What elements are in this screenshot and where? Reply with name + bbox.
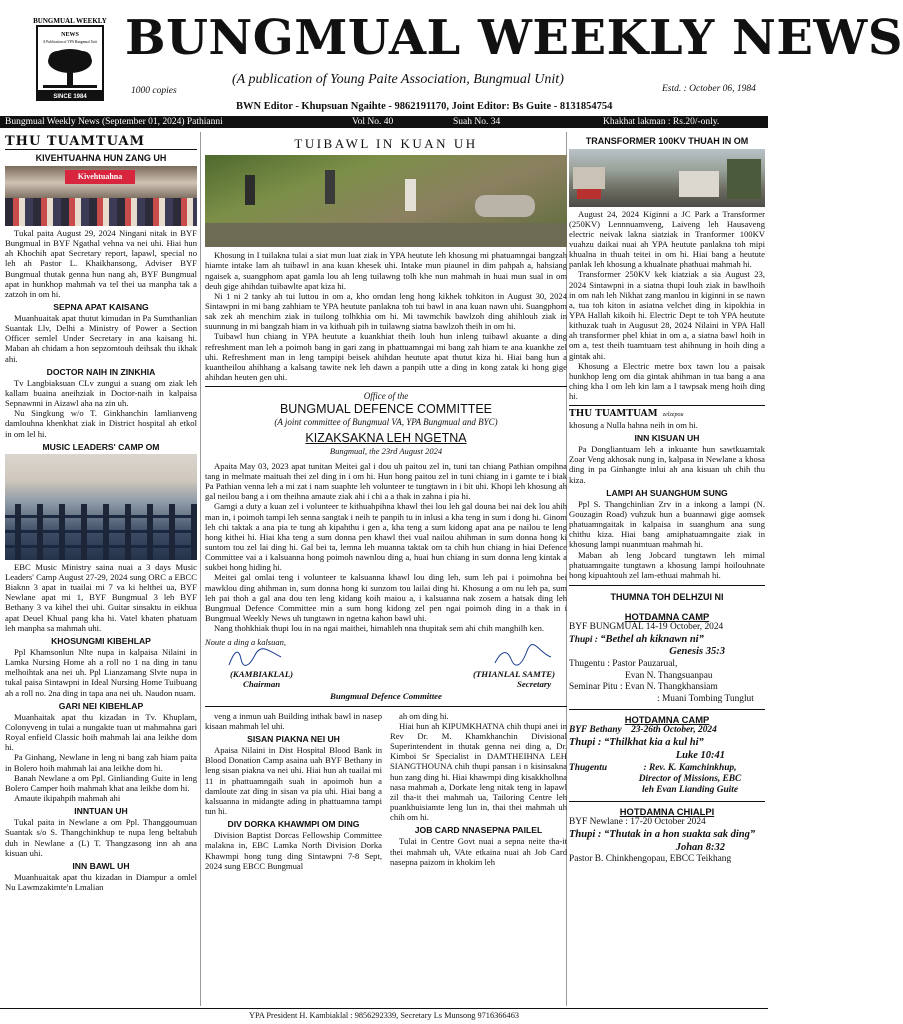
copies-count: 1000 copies [131,86,177,96]
event-thupi: Thupi : “Thilkhat kia a kul hi” [569,736,704,748]
event-speaker: Seminar Pitu : Evan N. Thangkhansiam [569,682,718,693]
notice-text: Apaita May 03, 2023 apat tunitan Meitei gal i dou uh paitou zel in, tuni tan chiang Pathian ompihna tang in melmate maituah thei zel ding in i om hi. Hun hong paitou zel in tuni chiang in i gamte te i biak Pa Pathian venna leh a mi zat i nam suaphte leh volunteer te tungtawn in i bit uhi. Khopi leh khosung ah gal neilou bang a i om theihna amaute ziak ahi i chi a a thak in zahna i pia hi. [205,460,567,502]
event-speakers [569,763,765,797]
event-title: HOTDAMNA CAMP [624,610,710,622]
notice-text: Gamgi a duty a kuan zel i volunteer te kithuahpihna khawl thei lou leh gal douna bei nai dek lou ahih man in, i poimoh tampi leh senna sangtak i neih te panpih tu in inlusi a kha teng in sum i dong hi. Ginom leh chi taktak a ana pia te tung ah kipahthu i gen a, kha teng a sum kidong apat ana pe nailou te leng hong kithei hi. Hiai kha teng a sum donna pen khawl thei vual nailou ahihman in sum donna hong ki suntom tou zel lai ding hi. Gal bei ta, lemna leh muanna taktak om ta chih hun chiang in hiai Defence Committee vai a i kalsuanna hong poimoh nawnlou ding a, huai hun chiang in sum donna leng kintak a sukbei hong hiding hi. [205,501,567,573]
article-heading: DOCTOR NAIH IN ZINKHIA [46,366,156,377]
photo-banner: Kivehtuahna [65,170,135,184]
bottom-news-left [205,711,382,871]
article-text: Ppl S. Thangchinlian Zrv in a inkong a lampi (N. Gouzagin Road) vuhzuk hun a buannawi gige aomsek phatuamngaitak in kalpaisa in suanghum ana sung chithu kiza. Hiai bang amiphatuamngaite ziak in khosung lampi nuanmtuan mahmah hi. [569,498,765,550]
transformer-photo [569,149,765,207]
article-text: Pa Dongliantuam leh a inkuante hun sawtkuamtak Zoar Veng akhosak nung in, kalpasa in Newlane a khosa ding in pa Ginhangte inlui ah ana kisuan uh chih thu kiza. [569,444,765,485]
event-speaker-label: Thugentu [569,762,608,773]
logo-since-text: SINCE 1984 [53,94,87,100]
water-work-photo [205,155,567,247]
logo-pub-text: A Publication of YPA Bungmual Unit [42,40,98,44]
article-text: EBC Music Ministry saina nuai a 3 days Music Leaders' Camp August 27-29, 2024 sung ORC a EBCC Biaknn 3 apat in tuailai mi 7 va ki helthei ua, BYF Newlane apat mi 1, BYF Bungmual 3 leh BYF Bethany 3 va kihel thei uhi. Guitar sinsaktu in eikhua apat Deuel Khual pang kha hi. Vatel khaten phatuam leh manpha sa mahmah uhi. [5,561,197,633]
article-text: Apaisa Nilaini in Dist Hospital Blood Bank in Blood Donation Camp asaina uah BYF Bethany in leng sisan piakna va nei uhi. Hiai hun ah tuailai mi 11 in phattuamngaih suah in apoimoh hun a damloute zat ding in sisan va pia uhi. Hiai bang a kalsuanna in midangte ading in phattuamna tampi tun hi. [205,745,382,816]
article-heading: TRANSFORMER 100KV THUAH IN OM [585,136,749,146]
article-text: August 24, 2024 Kiginni a JC Park a Transformer (250KV) Lennnuamveng, Laiveng leh Hausaveng electric neivak lakna siatziak in Tranformer 100KV vuahzu daikai nuai ah YPA heutute panlakna toh mipi khualna in thuah teitei in om hi. Hiai bang a heutute panlak leh khosung a khualnate phathuai mahmah hi. [569,208,765,270]
article-text: Tukal paita in Newlane a om Ppl. Thanggoumuan Suantak s/o S. Thangchinkhup te nupa leng beltabuh duh in Newlane a (L) T. Thangzasong inn ah ana kisuan uhi. [5,817,197,858]
price: Khakhat lakman : Rs.20/-only. [603,117,720,127]
divider [205,706,567,707]
committee-name: BUNGMUAL DEFENCE COMMITTEE [279,401,493,416]
gathering-photo [5,166,197,226]
article-text: Muanhuaitak apat thu kizadan in Diampur a omlel Nu Lawmzakimte'n Lmalian [5,871,197,893]
sign-note: Noute a ding a kalsuan, [205,637,286,648]
committee-footer: Bungmual Defence Committee [330,691,442,702]
signature-block [205,647,567,691]
article-text: khosung a Nulla hahna neih in om hi. [569,419,698,430]
article-text: veng a inmun uah Building inthak bawl in nasep kisaan mahmah lel uhi. [205,710,382,731]
left-column [5,134,197,892]
article-heading: LAMPI AH SUANGHUM SUNG [606,487,728,498]
event-speaker-list [615,763,765,797]
article-heading: DIV DORKA KHAWMPI OM DING [227,819,360,830]
event-thupi-text: “Bethel ah kiknawn ni” [600,633,704,645]
article-heading: TUIBAWL IN KUAN UH [294,136,478,151]
article-text: Muanhuaitak apat thutut kimudan in Pa Sumthanlian Suantak Llv, Delhi a Ministry of Power a Section Officer semlel Under Secretary in ana kaisang hi. Maban ah chidam a hon sepzomtouh deihsak thu ikhak ahi. [5,313,197,364]
notice-text: Meitei gal omlai teng i volunteer te kalsuanna khawl lou ding leh, sum leh pai i poimohna bei mawklou ding ahihman in, sum donna hong ki sunzom tou lailai ding hi. Khosung a om nu leh pa, sum leh pai thoh a gal ana dou ten leng kidang koih maiou a, i kalsuanna nak zosem a hatsak ding leh Bungmual Defence Committee min a sum hong kidong zel pen ngai poimoh ding in a thak in i Bungmual Weekly News uh tungtawn in ngetna kahon bawl uhi. [205,572,567,623]
article-text: Tukal paita August 29, 2024 Ningani nitak in BYF Bungmual in BYF Ngathal vehna va nei uhi. Hiai hun ah Khochih apat Secretary report, lapawl, special no leh ah Pastor L. Khaikhansong, Adviser BYF Bungmual thutak genna hun nang ah, BYF Bungmual apat in hunkhop mahmah va tel thei ua manpha tak a zatzoh in om hi. [5,227,197,299]
article-heading: SISAN PIAKNA NEI UH [247,733,340,744]
notice-title: KIZAKSAKNA LEH NGETNA [305,431,467,446]
secretary-role: Secretary [517,679,552,690]
notice-date: Bungmual, the 23rd August 2024 [329,445,443,456]
article-text: Tv Langbiaksuan CLv zungui a suang om ziak leh kallam buaina aneihziak in Doctor-naih in kalpaisa Sepnawnni in Aizawl aha na zin uh. [5,377,197,409]
signature-icon [225,647,285,669]
event-title: HOTDAMNA CHIALPI [619,805,715,817]
article-text: Hiai hun ah KIPUMKHATNA chih thupi anei in Rev Dr. M. Khamkhanchin Divisional Superintendent in thutak genna nei ding a, Dr. Kimboi Sr Specialist in DAMTHEIHNA LEH SIANGTHOUNA chih thupi pansan i n kisinsakna hun zang ding hi. Hiai khawmpi ding kisakkholhna nasa mahmah a, Dorkate leng nitak teng in lapawl zil tha-it thei mahmah ua, Tailoring Centre leh puankhuisiamte leng lun in, thai thei mahmah uh chih om hi. [390,720,567,823]
article-text: Transformer 250KV kek kiatziak a sia August 23, 2024 Sintawpni in a siatna thupi louh ziak in bawlhoih in om nah leh Nikhat zang manlou in kiginni in se nawn a, tua toh kiton in asiatna velchet ding in kipokhia in YPA Hallah kikoih hi. Electric Dept te toh YPA heutute kithuzak tuah in Augusut 28, 2024 Nilaini in YPA Hall ah transformer phel khiat in om a, a siatna bawl hoih in om a, test theih tuamtuam test ahihnung in hoih ding a gintak ahi. [569,269,765,361]
event-speaker: Director of Missions, EBC [638,774,742,785]
event-speaker: Evan N. Thangsuanpau [625,670,713,681]
notice-text: Nang thohkhiak thupi lou in na ngai maithei, himahleh nna thupitak sem ahi chih manghilh ken. [214,623,545,634]
signature-icon [493,645,553,669]
divider [569,801,765,802]
event-line [569,725,765,736]
article-text: Tuibawl hun chiang in YPA heutute a kuankhiat theih louh hun inleng tuibawl akuante a ding refreshment man leh a poimoh bang in gari zang in phattuamngai mi bang zah hiam te ana kuankhe zel uhi. Refreshment man in leng tampipi beisek ahihdan heutute apat thutut kiza hi. Hiai bang hun a kuantheilou ahihhang a kalsang tawite nek leh dawn a panpih utte a ding in kong zatak ki hong gige ahihdan heuten gen uhi. [205,331,567,383]
editors-line: BWN Editor - Khupsuan Ngaihte - 9862191170, Joint Editor: Bs Guite - 8131854754 [236,101,613,112]
office-of-label: Office of the [363,391,409,402]
event-speaker: : Rev. K. Kamchinkhup, [643,762,737,773]
event-line: BYF BUNGMUAL 14-19 October, 2024 [569,622,724,633]
event-thupi-label: Thupi : [569,634,598,645]
issue-number: Suah No. 34 [453,117,501,127]
events-title: THUMNA TOH DELHZUI NI [610,592,724,602]
event-thupi [569,634,765,647]
music-camp-photo [5,454,197,560]
center-column [205,134,567,871]
established-date: Estd. : October 06, 1984 [662,84,756,94]
article-heading: MUSIC LEADERS' CAMP OM [42,441,160,452]
article-text: Ni 1 ni 2 tanky ah tui luttou in om a, kho omdan leng hong kikhek tohkiton in August 30, 2024 Sintawpni in mi bang zahhiam te YPA heutute panlakna toh tui bawl in ana kuan nawn uhi. Suangphom sak zek ah menchim ziak in tuilong tolhkhia om hi. Mi tawmchik bawlzoh ding ahihlouh ziak in suunnung in mi bangzah hiam in va kithuah pih in tuilawng siatna bawlzoh theih in om hi. [205,290,567,332]
issue-bar [0,116,768,128]
article-text: ah om ding hi. [399,710,449,721]
article-heading: KHOSUNGMI KIBEHLAP [51,635,151,646]
section-tag-note: zelzepou [662,412,684,419]
section-tag: THU TUAMTUAM [569,409,658,420]
bottom-news [205,711,567,871]
article-heading: GARI NEI KIBEHLAP [58,700,144,711]
event-date: 23-26th October, 2024 [631,725,717,736]
article-text: Pa Ginhang, Newlane in leng ni bang zah hiam paita in Bolero hoih mahmah lai ana leikhe dom hi. [5,752,197,773]
chairman-role: Chairman [243,679,281,690]
event-thupi: Thupi : “Thutak in a hon suakta sak ding” [569,828,756,840]
chairman-name: (KAMBIAKLAL) [230,669,294,680]
divider [569,709,765,710]
logo-top-text: BUNGMUAL WEEKLY [33,17,107,25]
event-ref: Johan 8:32 [675,841,725,853]
events-panel [569,611,765,866]
logo-mid-text: NEWS [61,32,79,38]
article-text: Khosung in I tuilakna tulai a siat mun luat ziak in YPA heutute leh khosung mi phatuamngai bangzah hiamte intake lam ah tuibawl in ana kuan khesek uhi. Intake mun piaunel in dim pahpah a, hahsiang ngaisek a, suangphom apat gamla lou ah leng tuilawng tolh khe nun mahmah in huai mun sual in om deuh gige ahihdan tuibawlte apat kiza hi. [205,250,567,291]
event-speaker: Thugentu : Pastor Pauzarual, [569,659,678,670]
article-heading: INN KISUAN UH [634,433,700,444]
event-line: BYF Newlane : 17-20 October 2024 [569,817,706,828]
event-speaker: Pastor B. Chinkhengopau, EBCC Teikhang [569,854,732,865]
article-text: Tulai in Centre Govt nuai a sepna neite tha-it thei mahmah uh, VAte etkaina nuai ah Job Card nasepna paizom in khokim leh [390,836,567,867]
article-text: Nu Singkung w/o T. Ginkhanchin lamlianveng damlouhna khenkhat ziak in District hospital ah etkol in om lel hi. [5,408,197,439]
article-text: Division Baptist Dorcas Fellowship Committee malakna in, EBC Lamka North Division Dorka Khawmpi hong tung ding Sintawpni 7-8 Sept, 2024 sung EBCC Bungmual [205,830,382,871]
article-text: Khosung a Electric metre box tawn lou a paisak hunkhop leng om dia gintak ahihman in tua bang a ana ching kha I om leh kin lam a I tawpsak meng hoih ding hi. [569,360,765,402]
article-text: Muanhaitak apat thu kizadan in Tv. Khuplam, Colonyveng in tulai a nungakte tuan ut mahmahna gari Royal enfield Classic hoih mahmah lai ana leikhe dom hi. [5,711,197,753]
event-ref: Luke 10:41 [675,749,725,761]
newspaper-subtitle: (A publication of Young Paite Association, Bungmual Unit) [232,72,564,87]
article-text: Banah Newlane a om Ppl. Ginlianding Guite in leng Bolero Camper hoih mahmah khat ana leikhe dom hi. [5,772,197,793]
bottom-news-right [390,711,567,871]
event-speaker: leh Evan Lianding Guite [641,785,739,796]
issue-date: Bungmual Weekly News (September 01, 2024) Pathianni [5,117,223,127]
divider [569,585,765,586]
masthead-logo [33,14,107,112]
event-ref: Genesis 35:3 [669,646,725,658]
committee-subtitle: (A joint committee of Bungmual VA, YPA Bungmual and BYC) [274,416,498,427]
article-text: Ppl Khamsonlun Nlte nupa in kalpaisa Nilaini in Lamka Nursing Home ah a roll no 1 na ding in tanu melhoihtak ana nei uh. Ppl Lianzamang Slvte nupa in tukal paisa Sintawpni in Ideal Nursing Home Tuibuang ah a roll no. 2na ding in tapa ana nei uh. Naudon nuam. [5,647,197,698]
article-heading: JOB CARD NNASEPNA PAILEL [414,825,543,836]
right-column [569,134,765,866]
footer-contacts: YPA President H. Kambiaklal : 9856292339, Secretary Ls Munsong 9716366463 [0,1008,768,1021]
article-heading: SEPNA APAT KAISANG [53,301,149,312]
event-title: HOTDAMNA CAMP [624,714,710,726]
article-heading: INN BAWL UH [72,860,130,871]
article-text: Amaute ikipahpih mahmah ahi [14,792,121,803]
article-heading: KIVEHTUAHNA HUN ZANG UH [35,153,167,164]
section-tag: THU TUAMTUAM [5,134,197,150]
section-tag-row [569,405,765,420]
event-org: BYF Bethany [569,725,622,736]
article-heading: INNTUAN UH [74,806,128,817]
secretary-name: (THIANLAL SAMTE) [473,669,556,680]
divider [205,386,567,387]
volume-number: Vol No. 40 [352,117,394,127]
newspaper-title: BUNGMUAL WEEKLY NEWS [125,10,903,66]
article-text: Maban ah leng Jobcard tungtawn leh mimal phatuamngaite tungtawn a khosung lampi hoilouhnate hong kipuahtouh zel lam-ethuai mahmah hi. [569,549,765,580]
column-divider [200,132,201,1006]
event-speaker: : Muani Tombing Tunglut [657,693,754,704]
